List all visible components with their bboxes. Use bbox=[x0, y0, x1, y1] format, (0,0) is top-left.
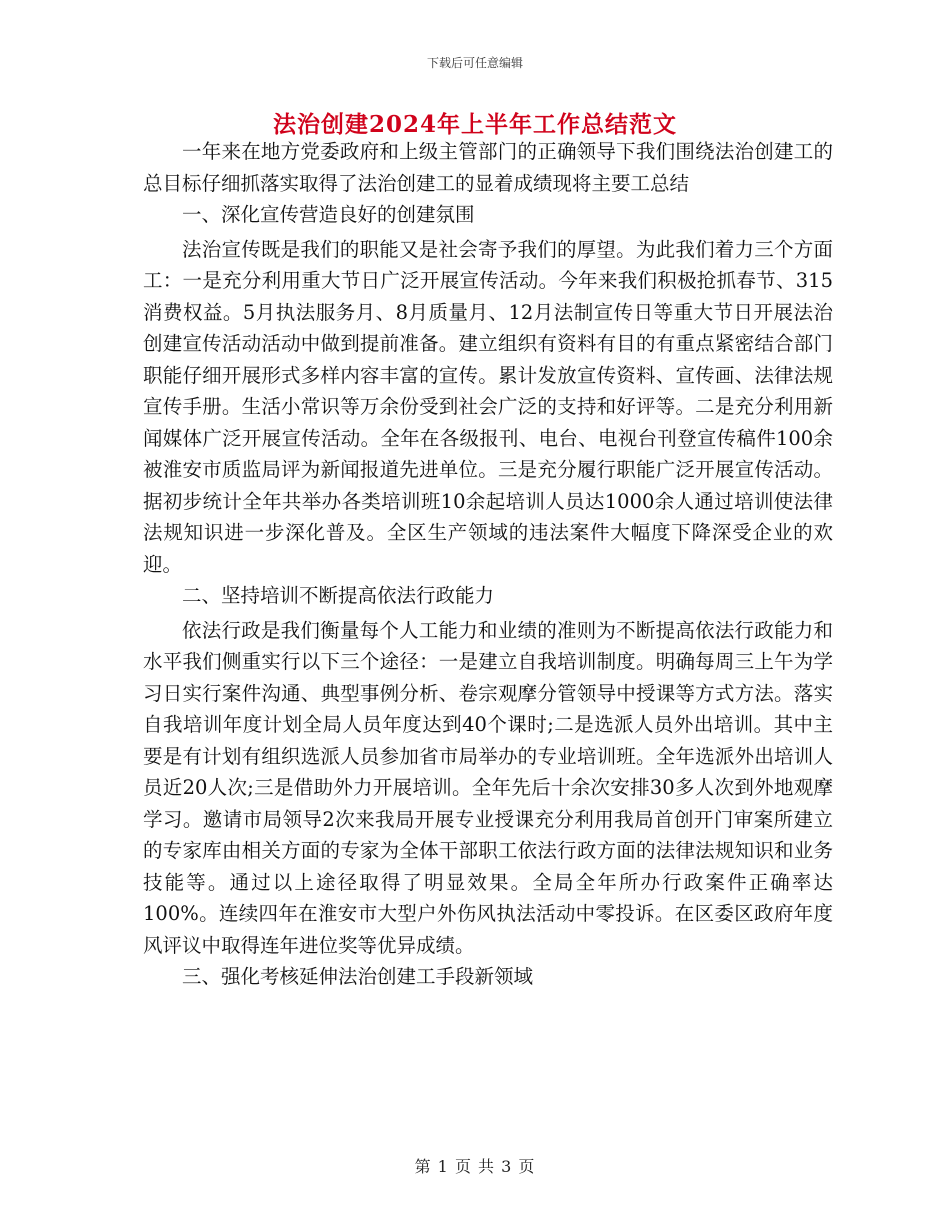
intro-paragraph: 一年来在地方党委政府和上级主管部门的正确领导下我们围绕法治创建工的总目标仔细抓落实取得了法治创建工的显着成绩现将主要工总结 bbox=[143, 140, 833, 195]
document-body bbox=[143, 136, 833, 996]
page-number: 第 1 页 共 3 页 bbox=[414, 1157, 536, 1176]
section-2-paragraph: 依法行政是我们衡量每个人工能力和业绩的准则为不断提高依法行政能力和水平我们侧重实行以下三个途径：一是建立自我培训制度。明确每周三上午为学习日实行案件沟通、典型事例分析、卷宗观摩分管领导中授课等方式方法。落实自我培训年度计划全局人员年度达到40个课时;二是选派人员外出培训。其中主要是有计划有组织选派人员参加省市局举办的专业培训班。全年选派外出培训人员近20人次;三是借助外力开展培训。全年先后十余次安排30多人次到外地观摩学习。邀请市局领导2次来我局开展专业授课充分利用我局首创开门审案所建立的专家库由相关方面的专家为全体干部职工依法行政方面的法律法规知识和业务技能等。通过以上途径取得了明显效果。全局全年所办行政案件正确率达100%。连续四年在淮安市大型户外伤风执法活动中零投诉。在区委区政府年度风评议中取得连年进位奖等优异成绩。 bbox=[143, 618, 833, 957]
section-heading-1: 一、深化宣传营造良好的创建氛围 bbox=[182, 203, 475, 226]
section-heading-3: 三、强化考核延伸法治创建工手段新领域 bbox=[182, 965, 534, 988]
header-note: 下载后可任意编辑 bbox=[426, 56, 523, 70]
section-heading-2: 二、坚持培训不断提高依法行政能力 bbox=[182, 584, 495, 607]
section-1-paragraph: 法治宣传既是我们的职能又是社会寄予我们的厚望。为此我们着力三个方面工：一是充分利用重大节日广泛开展宣传活动。今年来我们积极抢抓春节、315消费权益。5月执法服务月、8月质量月、12月法制宣传日等重大节日开展法治创建宣传活动活动中做到提前准备。建立组织有资料有目的有重点紧密结合部门职能仔细开展形式多样内容丰富的宣传。累计发放宣传资料、宣传画、法律法规宣传手册。生活小常识等万余份受到社会广泛的支持和好评等。二是充分利用新闻媒体广泛开展宣传活动。全年在各级报刊、电台、电视台刊登宣传稿件100余被淮安市质监局评为新闻报道先进单位。三是充分履行职能广泛开展宣传活动。据初步统计全年共举办各类培训班10余起培训人员达1000余人通过培训使法律法规知识进一步深化普及。全区生产领域的违法案件大幅度下降深受企业的欢迎。 bbox=[143, 237, 833, 576]
document-title: 法治创建2024年上半年工作总结范文 bbox=[272, 111, 677, 138]
